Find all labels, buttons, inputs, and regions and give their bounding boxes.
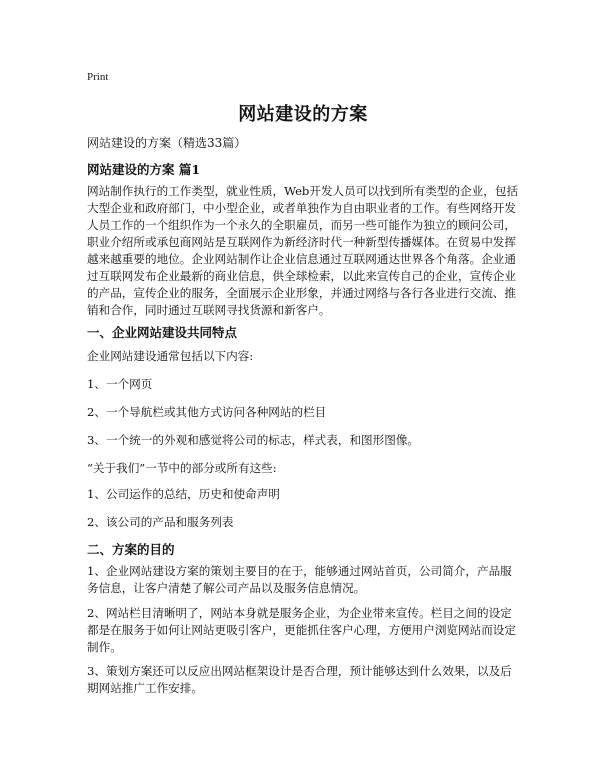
- list-item: 1、一个网页: [87, 377, 153, 391]
- intro-paragraph: 网站制作执行的工作类型，就业性质，Web开发人员可以找到所有类型的企业，包括大型企业和政府部门，中小型企业，或者单独作为自由职业者的工作。有些网络开发人员工作的一个组织作为一个永久的全职雇员，而另一些可能作为独立的顾问公司，职业介绍所或承包商网站是互联网作为新经济时代一种新型传播媒体。在贸易中发挥越来越重要的地位。企业网站制作让企业信息通过互联网通达世界各个角落。企业通过互联网发布企业最新的商业信息，供全球检索，以此来宣传自己的企业，宣传企业的产品，宣传企业的服务，全面展示企业形象，并通过网络与各行各业进行交流、推销和合作，同时通过互联网寻找货源和新客户。: [87, 184, 519, 317]
- about-lead: “关于我们”一节中的部分或所有这些:: [87, 461, 277, 475]
- list-item: 2、该公司的产品和服务列表: [87, 515, 234, 529]
- document-title: 网站建设的方案: [238, 104, 368, 125]
- section1-lead: 企业网站建设通常包括以下内容:: [87, 349, 254, 363]
- list-item: 2、一个导航栏或其他方式访问各种网站的栏目: [87, 405, 327, 419]
- print-link[interactable]: Print: [87, 71, 109, 83]
- section2-heading: 二、方案的目的: [87, 542, 175, 557]
- section2-paragraph: 2、网站栏目清晰明了，网站本身就是服务企业，为企业带来宣传。栏目之间的设定都是在服务于如何让网站更吸引客户，更能抓住客户心理，方便用户浏览网站而设定制作。: [87, 606, 516, 654]
- list-item: 1、公司运作的总结，历史和使命声明: [87, 487, 280, 501]
- section1-heading: 一、企业网站建设共同特点: [87, 325, 238, 340]
- list-item: 3、一个统一的外观和感觉将公司的标志，样式表，和图形图像。: [87, 433, 420, 447]
- section2-paragraph: 1、企业网站建设方案的策划主要目的在于，能够通过网站首页，公司简介，产品服务信息，让客户清楚了解公司产品以及服务信息情况。: [87, 564, 512, 595]
- article-heading: 网站建设的方案 篇1: [87, 162, 201, 177]
- section2-paragraph: 3、策划方案还可以反应出网站框架设计是否合理，预计能够达到什么效果，以及后期网站推广工作安排。: [87, 664, 512, 695]
- document-subtitle: 网站建设的方案（精选33篇）: [87, 136, 247, 150]
